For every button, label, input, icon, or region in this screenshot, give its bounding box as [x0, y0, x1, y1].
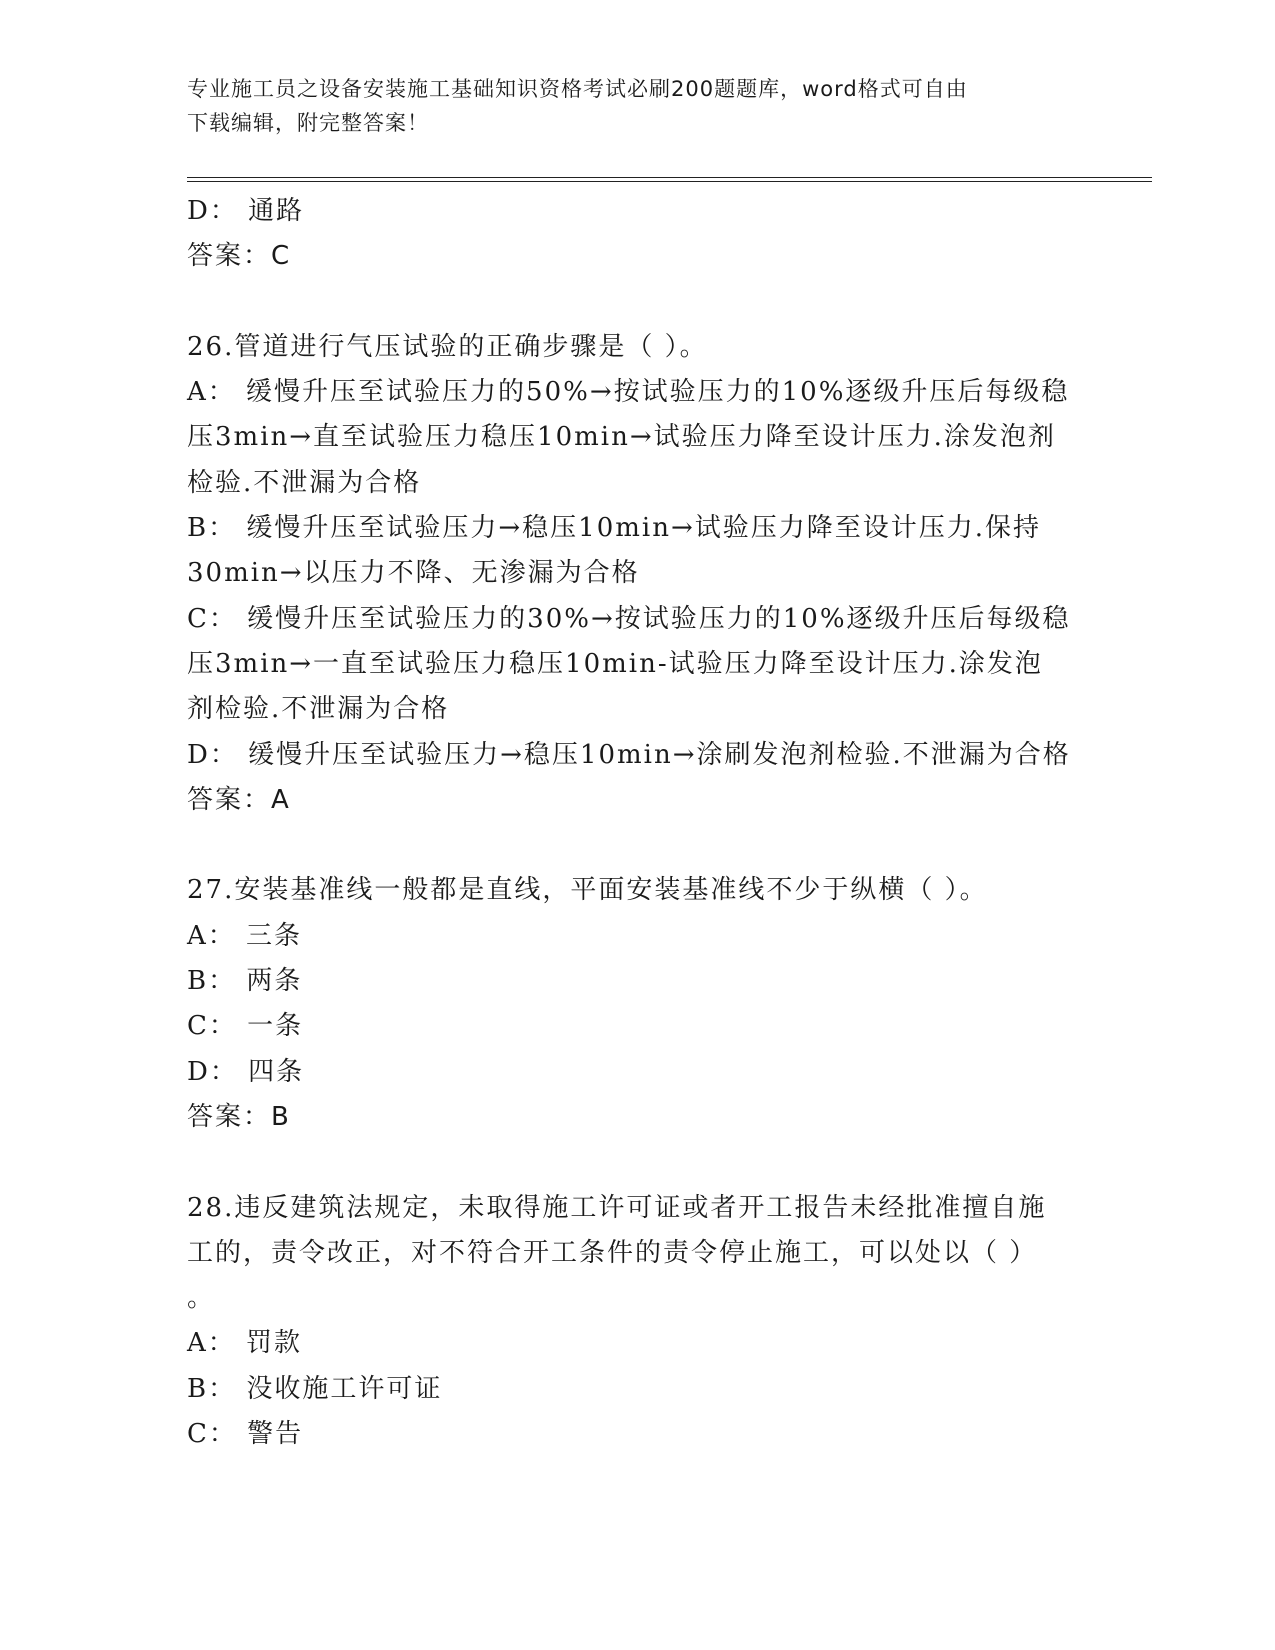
option-a: A： 三条 — [187, 920, 303, 951]
header-title-line-2: 下载编辑，附完整答案！ — [187, 111, 429, 135]
option-d: D： 四条 — [187, 1056, 305, 1087]
option-c-continued: 剂检验.不泄漏为合格 — [187, 694, 450, 725]
document-body — [187, 189, 1087, 1457]
question-text: 28.违反建筑法规定，未取得施工许可证或者开工报告未经批准擅自施 — [187, 1192, 1047, 1223]
page-header — [187, 72, 1067, 140]
spacer — [187, 823, 1087, 868]
option-a-continued: 检验.不泄漏为合格 — [187, 467, 422, 498]
option-b-continued: 30min→以压力不降、无渗漏为合格 — [187, 558, 640, 589]
option-c: C： 警告 — [187, 1419, 304, 1450]
question-27 — [187, 868, 1087, 1140]
question-text: 27.安装基准线一般都是直线，平面安装基准线不少于纵横（ ）。 — [187, 875, 988, 906]
header-divider-bottom — [187, 181, 1152, 182]
question-text: 26.管道进行气压试验的正确步骤是（ ）。 — [187, 331, 708, 362]
option-b: B： 没收施工许可证 — [187, 1373, 443, 1404]
question-28 — [187, 1186, 1087, 1458]
option-b: B： 缓慢升压至试验压力→稳压10min→试验压力降至设计压力.保持 — [187, 513, 1042, 544]
question-text-continued: 。 — [187, 1283, 216, 1314]
header-title-line-1: 专业施工员之设备安装施工基础知识资格考试必刷200题题库，word格式可自由 — [187, 77, 968, 101]
option-a-continued: 压3min→直至试验压力稳压10min→试验压力降至设计压力.涂发泡剂 — [187, 422, 1056, 453]
option-c: C： 一条 — [187, 1011, 304, 1042]
answer: 答案：A — [187, 784, 291, 815]
spacer — [187, 280, 1087, 325]
option-d: D： 缓慢升压至试验压力→稳压10min→涂刷发泡剂检验.不泄漏为合格 — [187, 739, 1071, 770]
option-b: B： 两条 — [187, 966, 303, 997]
option-a: A： 缓慢升压至试验压力的50%→按试验压力的10%逐级升压后每级稳 — [187, 377, 1070, 408]
option-c-continued: 压3min→一直至试验压力稳压10min-试验压力降至设计压力.涂发泡 — [187, 648, 1043, 679]
prev-answer: 答案：C — [187, 241, 292, 272]
question-text-continued: 工的，责令改正，对不符合开工条件的责令停止施工，可以处以（ ） — [187, 1237, 1038, 1268]
option-c: C： 缓慢升压至试验压力的30%→按试验压力的10%逐级升压后每级稳 — [187, 603, 1071, 634]
spacer — [187, 1140, 1087, 1185]
prev-option-d: D： 通路 — [187, 196, 305, 226]
answer: 答案：B — [187, 1101, 291, 1132]
question-26 — [187, 325, 1087, 823]
header-divider-top — [187, 177, 1152, 178]
option-a: A： 罚款 — [187, 1328, 303, 1359]
